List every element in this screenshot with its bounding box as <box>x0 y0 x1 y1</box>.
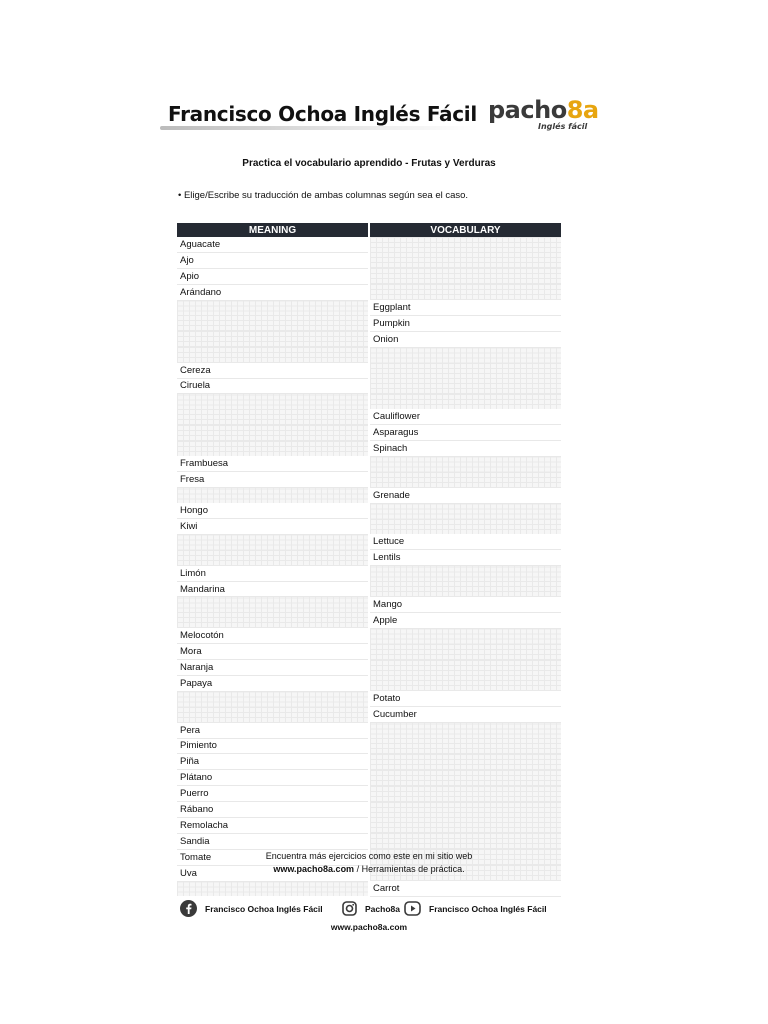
table-row <box>177 363 561 378</box>
vocabulary-cell <box>369 284 561 300</box>
table-row <box>177 612 561 628</box>
meaning-cell <box>177 550 369 566</box>
vocabulary-cell <box>369 644 561 660</box>
vocabulary-cell: Spinach <box>369 441 561 457</box>
vocabulary-cell <box>369 237 561 252</box>
meaning-cell: Pimiento <box>177 738 369 754</box>
vocabulary-cell: Pumpkin <box>369 315 561 331</box>
vocabulary-cell: Apple <box>369 612 561 628</box>
meaning-cell: Ajo <box>177 252 369 268</box>
logo-accent: 8a <box>566 96 599 124</box>
vocabulary-cell <box>369 456 561 471</box>
meaning-header: MEANING <box>177 223 369 237</box>
vocabulary-cell: Cucumber <box>369 707 561 723</box>
header <box>160 96 600 136</box>
instagram-link[interactable] <box>342 900 400 918</box>
table-row <box>177 534 561 549</box>
youtube-link[interactable] <box>404 900 547 918</box>
meaning-cell: Pera <box>177 723 369 738</box>
meaning-cell: Frambuesa <box>177 456 369 471</box>
meaning-cell <box>177 691 369 706</box>
vocabulary-cell <box>369 363 561 378</box>
vocabulary-cell: Cauliflower <box>369 409 561 424</box>
table-row <box>177 503 561 518</box>
vocabulary-table <box>177 223 561 897</box>
brand-title: Francisco Ochoa Inglés Fácil <box>168 102 477 126</box>
instagram-label: Pacho8a <box>365 904 400 914</box>
facebook-label: Francisco Ochoa Inglés Fácil <box>205 904 323 914</box>
table-row <box>177 315 561 331</box>
vocabulary-cell <box>369 786 561 802</box>
table-row <box>177 347 561 362</box>
table-row <box>177 472 561 488</box>
meaning-cell: Aguacate <box>177 237 369 252</box>
table-row <box>177 802 561 818</box>
vocabulary-cell <box>369 519 561 535</box>
vocabulary-cell <box>369 581 561 597</box>
meaning-cell: Melocotón <box>177 628 369 643</box>
table-row <box>177 817 561 833</box>
website-link[interactable]: www.pacho8a.com <box>330 922 408 932</box>
vocabulary-cell <box>369 252 561 268</box>
table-row <box>177 394 561 409</box>
meaning-cell: Apio <box>177 268 369 284</box>
meaning-cell: Naranja <box>177 660 369 676</box>
table-body <box>177 237 561 896</box>
meaning-cell: Fresa <box>177 472 369 488</box>
vocabulary-cell <box>369 472 561 488</box>
vocabulary-cell <box>369 723 561 738</box>
meaning-cell <box>177 441 369 457</box>
meaning-cell: Arándano <box>177 284 369 300</box>
meaning-cell <box>177 300 369 315</box>
meaning-cell <box>177 707 369 723</box>
table-row <box>177 488 561 503</box>
vocabulary-cell <box>369 833 561 849</box>
meaning-cell <box>177 612 369 628</box>
meaning-cell <box>177 881 369 896</box>
youtube-icon <box>404 901 421 918</box>
meaning-cell: Cereza <box>177 363 369 378</box>
footer-site-line <box>0 864 738 874</box>
table-row <box>177 581 561 597</box>
table-row <box>177 456 561 471</box>
vocabulary-cell: Eggplant <box>369 300 561 315</box>
table-row <box>177 707 561 723</box>
meaning-cell: Rábano <box>177 802 369 818</box>
vocabulary-cell <box>369 378 561 394</box>
table-row <box>177 881 561 896</box>
meaning-cell <box>177 331 369 347</box>
meaning-cell: Remolacha <box>177 817 369 833</box>
table-row <box>177 237 561 252</box>
vocabulary-cell <box>369 817 561 833</box>
vocabulary-cell <box>369 628 561 643</box>
meaning-cell: Tomate <box>177 849 369 865</box>
vocabulary-cell: Carrot <box>369 881 561 896</box>
table-row <box>177 691 561 706</box>
meaning-cell: Puerro <box>177 786 369 802</box>
table-row <box>177 252 561 268</box>
table-row <box>177 660 561 676</box>
vocabulary-cell: Onion <box>369 331 561 347</box>
instruction-text: • Elige/Escribe su traducción de ambas columnas según sea el caso. <box>178 190 469 201</box>
vocabulary-cell: Potato <box>369 691 561 706</box>
vocabulary-cell <box>369 675 561 691</box>
facebook-link[interactable] <box>180 900 323 918</box>
vocabulary-cell: Lettuce <box>369 534 561 549</box>
meaning-cell: Papaya <box>177 675 369 691</box>
table-row <box>177 833 561 849</box>
table-row <box>177 644 561 660</box>
meaning-cell: Sandia <box>177 833 369 849</box>
vocabulary-cell: Mango <box>369 597 561 612</box>
table-row <box>177 723 561 738</box>
table-row <box>177 628 561 643</box>
table-row <box>177 441 561 457</box>
table-row <box>177 409 561 424</box>
table-row <box>177 284 561 300</box>
footer-site-link[interactable]: www.pacho8a.com <box>273 864 355 874</box>
brand-underline <box>160 126 478 130</box>
table-row <box>177 378 561 394</box>
vocabulary-cell <box>369 503 561 518</box>
table-row <box>177 754 561 770</box>
logo-sub: Inglés fácil <box>538 122 588 131</box>
meaning-cell: Uva <box>177 865 369 881</box>
footer-text: Encuentra más ejercicios como este en mi sitio web <box>265 851 473 861</box>
vocabulary-cell <box>369 660 561 676</box>
table-row <box>177 566 561 581</box>
table-row <box>177 597 561 612</box>
meaning-cell <box>177 488 369 503</box>
meaning-cell <box>177 394 369 409</box>
table-row <box>177 425 561 441</box>
table-row <box>177 268 561 284</box>
vocabulary-cell <box>369 268 561 284</box>
meaning-cell <box>177 425 369 441</box>
table-row <box>177 786 561 802</box>
meaning-cell: Ciruela <box>177 378 369 394</box>
vocabulary-cell <box>369 770 561 786</box>
meaning-cell: Kiwi <box>177 519 369 535</box>
meaning-cell <box>177 597 369 612</box>
table-row <box>177 300 561 315</box>
table-row <box>177 770 561 786</box>
table-header-row <box>177 223 561 237</box>
vocabulary-cell <box>369 754 561 770</box>
meaning-cell: Limón <box>177 566 369 581</box>
vocabulary-cell: Grenade <box>369 488 561 503</box>
facebook-icon <box>180 900 197 919</box>
vocabulary-cell <box>369 802 561 818</box>
table-row <box>177 519 561 535</box>
table-row <box>177 675 561 691</box>
meaning-cell: Piña <box>177 754 369 770</box>
instagram-icon <box>342 901 357 918</box>
table-row <box>177 738 561 754</box>
logo-main: pacho <box>488 96 567 124</box>
table-row <box>177 550 561 566</box>
meaning-cell: Mandarina <box>177 581 369 597</box>
meaning-cell: Plátano <box>177 770 369 786</box>
vocabulary-cell <box>369 566 561 581</box>
vocabulary-cell: Asparagus <box>369 425 561 441</box>
vocabulary-cell <box>369 394 561 409</box>
meaning-cell <box>177 347 369 362</box>
meaning-cell <box>177 315 369 331</box>
page-subtitle: Practica el vocabulario aprendido - Frutas y Verduras <box>242 158 496 169</box>
meaning-cell: Mora <box>177 644 369 660</box>
vocabulary-cell <box>369 738 561 754</box>
vocabulary-cell <box>369 347 561 362</box>
vocabulary-header: VOCABULARY <box>369 223 561 237</box>
meaning-cell <box>177 409 369 424</box>
meaning-cell: Hongo <box>177 503 369 518</box>
meaning-cell <box>177 534 369 549</box>
youtube-label: Francisco Ochoa Inglés Fácil <box>429 904 547 914</box>
table-row <box>177 331 561 347</box>
vocabulary-cell: Lentils <box>369 550 561 566</box>
footer-site-rest: / Herramientas de práctica. <box>354 864 465 874</box>
pacho8a-logo <box>488 98 598 134</box>
